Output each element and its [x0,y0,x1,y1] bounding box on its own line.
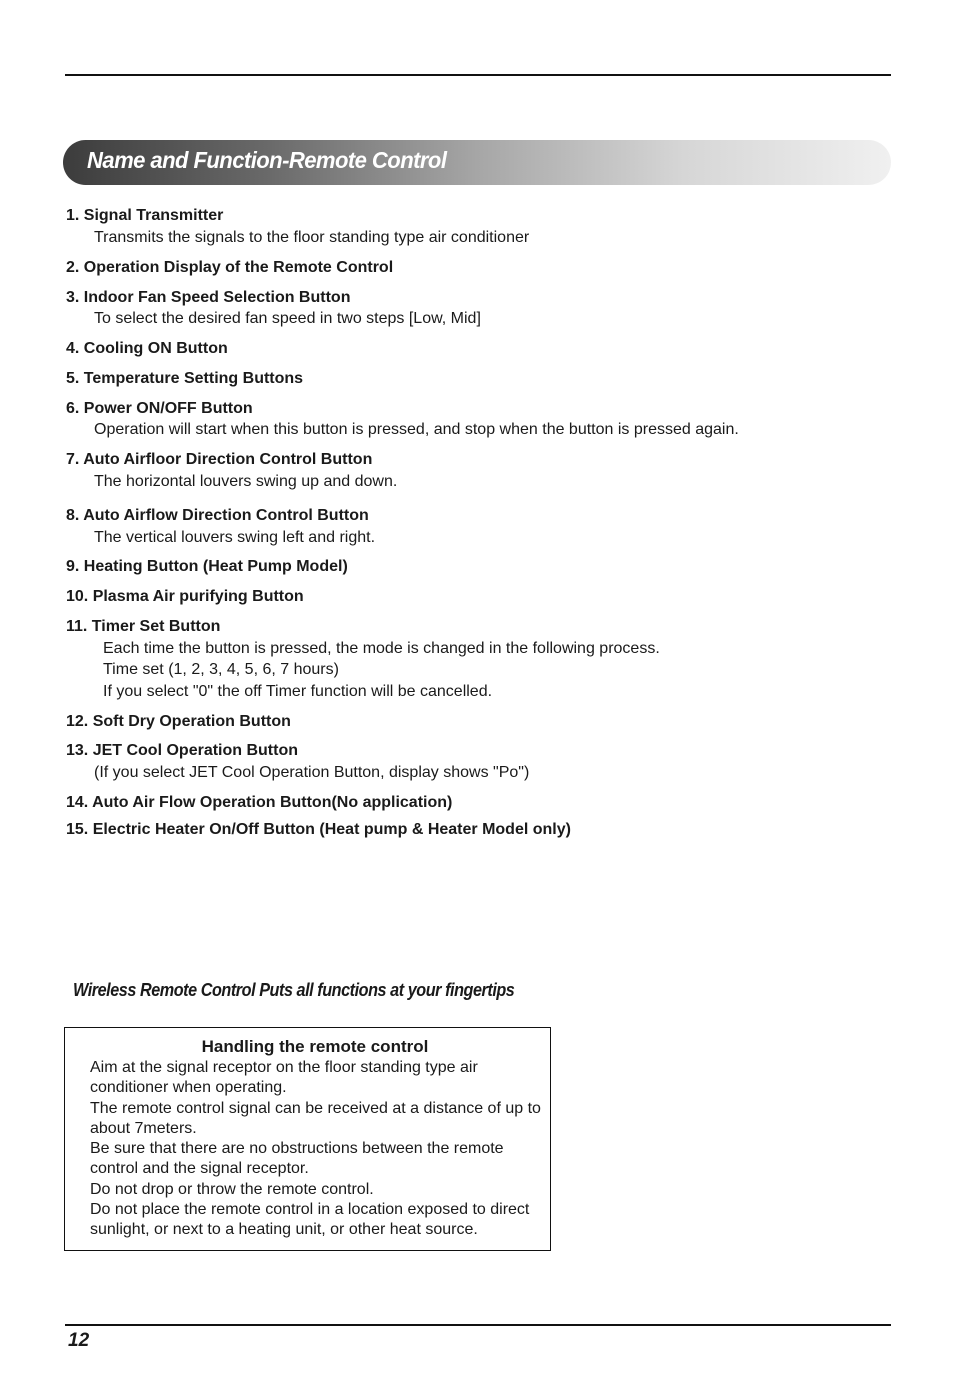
list-item-heading: 7. Auto Airfloor Direction Control Button [66,451,373,468]
box-line: Aim at the signal receptor on the floor standing type air [90,1059,478,1076]
list-item-heading: 2. Operation Display of the Remote Control [66,259,394,276]
list-item-heading: 15. Electric Heater On/Off Button (Heat pump & Heater Model only) [66,821,571,838]
list-item-heading: 1. Signal Transmitter [66,207,224,224]
bottom-divider [65,1324,891,1326]
top-divider [65,74,891,76]
box-title: Handling the remote control [201,1037,429,1056]
box-line: sunlight, or next to a heating unit, or other heat source. [90,1221,478,1239]
list-item-description: Time set (1, 2, 3, 4, 5, 6, 7 hours) [103,661,339,678]
tagline: Wireless Remote Control Puts all functions at your fingertips [73,980,515,1000]
list-item-heading: 9. Heating Button (Heat Pump Model) [66,558,348,575]
list-item-description: (If you select JET Cool Operation Button, display shows "Po") [94,764,530,781]
list-item-heading: 6. Power ON/OFF Button [66,400,253,417]
box-body [90,1058,560,1241]
list-item-heading: 13. JET Cool Operation Button [66,742,299,759]
list-item-description: Each time the button is pressed, the mode is changed in the following process. [103,640,660,657]
list-item-heading: 5. Temperature Setting Buttons [66,370,304,387]
list-item-heading: 8. Auto Airflow Direction Control Button [66,507,369,524]
list-item-description: The vertical louvers swing left and right. [94,529,376,546]
handling-info-box [64,1027,551,1251]
list-item-description: Operation will start when this button is pressed, and stop when the button is pressed again. [94,421,739,438]
box-line: Be sure that there are no obstructions between the remote [90,1140,504,1158]
page-number: 12 [68,1330,90,1351]
list-item-heading: 12. Soft Dry Operation Button [66,713,291,730]
page-title: Name and Function-Remote Control [87,147,447,173]
box-line: control and the signal receptor. [90,1160,309,1178]
list-item-description: If you select "0" the off Timer function will be cancelled. [103,683,493,700]
list-item-description: To select the desired fan speed in two steps [Low, Mid] [94,310,481,327]
list-item-heading: 10. Plasma Air purifying Button [66,588,304,605]
list-item-description: Transmits the signals to the floor standing type air conditioner [94,229,530,246]
box-line: Do not place the remote control in a location exposed to direct [90,1201,530,1219]
box-line: conditioner when operating. [90,1079,287,1097]
list-item-heading: 4. Cooling ON Button [66,340,228,357]
list-item-heading: 14. Auto Air Flow Operation Button(No application) [66,794,453,811]
box-line: Do not drop or throw the remote control. [90,1180,374,1198]
section-title-bar [63,140,891,185]
box-line: The remote control signal can be received at a distance of up to [90,1099,541,1117]
list-item-heading: 11. Timer Set Button [66,618,221,635]
list-item-description: The horizontal louvers swing up and down. [94,473,398,490]
box-line: about 7meters. [90,1119,197,1137]
list-item-heading: 3. Indoor Fan Speed Selection Button [66,289,351,306]
